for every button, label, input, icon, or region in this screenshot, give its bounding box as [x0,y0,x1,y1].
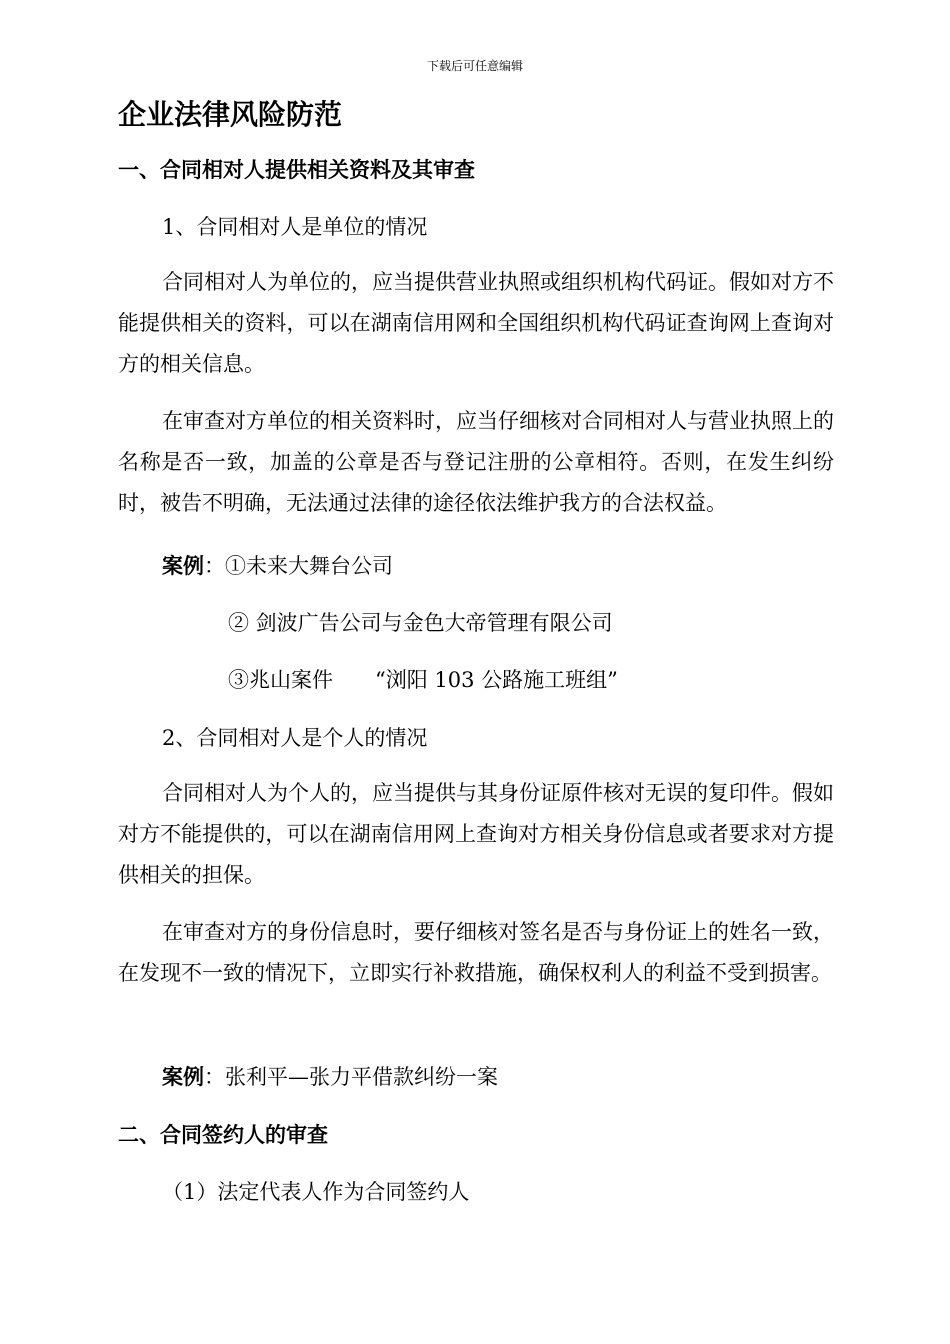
document-title: 企业法律风险防范 [118,98,343,131]
case-colon-2: ： [204,1065,225,1089]
case-item-1: ①未来大舞台公司 [225,554,393,578]
case-label: 案例 [162,554,204,578]
subheading-legal-rep: （1）法定代表人作为合同签约人 [162,1180,470,1204]
paragraph-company-review: 在审查对方单位的相关资料时，应当仔细核对合同相对人与营业执照上的名称是否一致，加盖的公章是否与登记注册的公章相符。否则，在发生纠纷时，被告不明确，无法通过法律的途径依法维护我方的合法权益。 [118,409,834,515]
case-colon: ： [204,554,225,578]
section-heading-2: 二、合同签约人的审查 [118,1123,328,1147]
paragraph-company-docs: 合同相对人为单位的，应当提供营业执照或组织机构代码证。假如对方不能提供相关的资料，可以在湖南信用网和全国组织机构代码证查询网上查询对方的相关信息。 [118,270,834,376]
section-heading-1: 一、合同相对人提供相关资料及其审查 [118,158,475,182]
case-item-3: ③兆山案件 “浏阳 103 公路施工班组” [228,668,618,692]
case-line-1 [162,550,393,580]
case-item-2: ② 剑波广告公司与金色大帝管理有限公司 [228,611,613,635]
case-label-2: 案例 [162,1065,204,1089]
case-item-4: 张利平—张力平借款纠纷一案 [225,1065,498,1089]
paragraph-individual-review: 在审查对方的身份信息时，要仔细核对签名是否与身份证上的姓名一致，在发现不一致的情况下，立即实行补救措施，确保权利人的利益不受到损害。 [118,920,834,985]
case-line-4 [162,1061,498,1091]
page-header: 下载后可任意编辑 [426,59,523,73]
subheading-individual: 2、合同相对人是个人的情况 [162,726,428,750]
paragraph-individual-docs: 合同相对人为个人的，应当提供与其身份证原件核对无误的复印件。假如对方不能提供的，可以在湖南信用网上查询对方相关身份信息或者要求对方提供相关的担保。 [118,781,834,887]
subheading-company: 1、合同相对人是单位的情况 [162,215,428,239]
